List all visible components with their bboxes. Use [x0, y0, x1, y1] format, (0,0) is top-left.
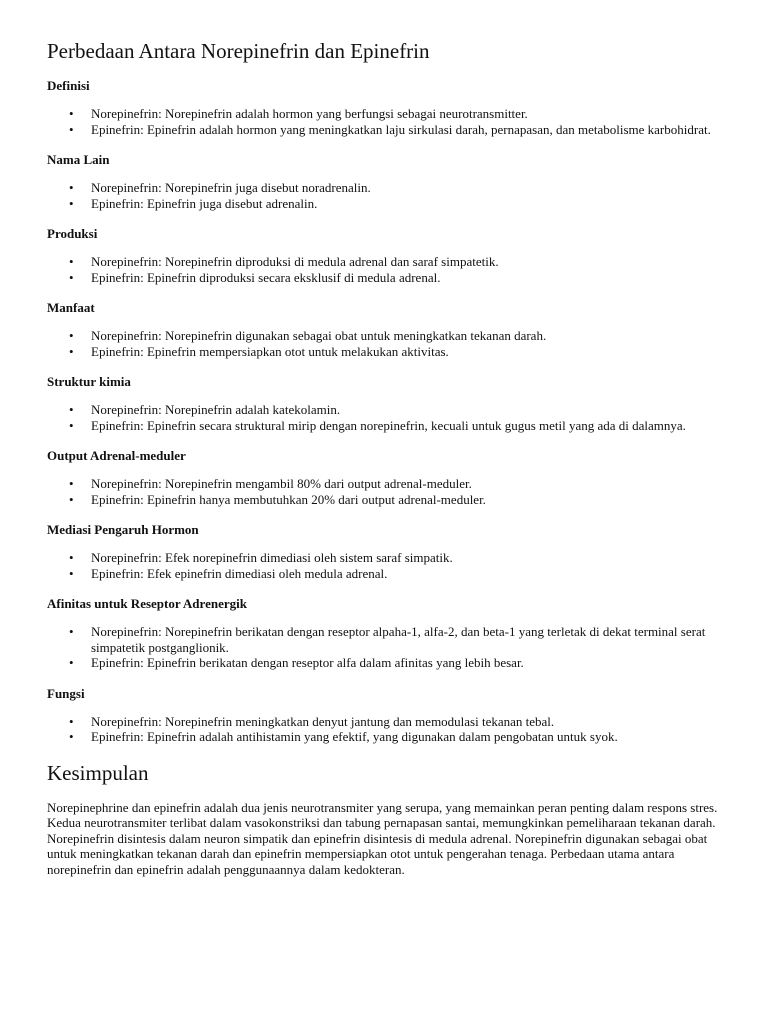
- sections-container: [47, 78, 720, 745]
- section-list-manfaat: [47, 328, 720, 359]
- list-item: • Epinefrin: Efek epinefrin dimediasi oleh medula adrenal.: [69, 565, 388, 581]
- bullet-icon: •: [69, 328, 74, 343]
- section-list-produksi: [47, 254, 720, 285]
- section-list-definisi: [47, 106, 720, 137]
- list-item: • Epinefrin: Epinefrin mempersiapkan otot untuk melakukan aktivitas.: [69, 343, 449, 359]
- list-item: • Norepinefrin: Norepinefrin adalah hormon yang berfungsi sebagai neurotransmitter.: [69, 106, 528, 121]
- list-item: • Epinefrin: Epinefrin diproduksi secara eksklusif di medula adrenal.: [69, 269, 441, 285]
- section-heading-mediasi: Mediasi Pengaruh Hormon: [47, 522, 199, 537]
- list-item: • Norepinefrin: Norepinefrin digunakan sebagai obat untuk meningkatkan tekanan darah.: [69, 328, 547, 343]
- bullet-icon: •: [69, 550, 74, 565]
- section-list-nama-lain: [47, 180, 720, 211]
- list-item: • Epinefrin: Epinefrin hanya membutuhkan 20% dari output adrenal-meduler.: [69, 491, 486, 507]
- section-list-fungsi: [47, 714, 720, 745]
- bullet-icon: •: [69, 476, 74, 491]
- section-heading-struktur-kimia: Struktur kimia: [47, 374, 131, 389]
- list-item: • Norepinefrin: Norepinefrin diproduksi di medula adrenal dan saraf simpatetik.: [69, 254, 499, 269]
- bullet-icon: •: [69, 269, 74, 285]
- conclusion-paragraph: Norepinephrine dan epinefrin adalah dua jenis neurotransmiter yang serupa, yang memainkan peran penting dalam respons stres. Kedua neurotransmiter terlibat dalam vasokonstriksi dan tabung pernapasan santai, memungkinkan pemeliharaan tekanan darah. Norepinefrin disintesis dalam neuron simpatik dan epinefrin disintesis di medula adrenal. Norepinefrin digunakan sebagai obat untuk meningkatkan tekanan darah dan epinefrin mempersiapkan otot untuk pengerahan tenaga. Perbedaan utama antara norepinefrin dan epinefrin adalah penggunaannya dalam kedokteran.: [47, 799, 718, 877]
- section-list-afinitas: [47, 624, 720, 671]
- section-heading-produksi: Produksi: [47, 226, 98, 241]
- section-list-mediasi: [47, 550, 720, 581]
- bullet-icon: •: [69, 180, 74, 195]
- bullet-icon: •: [69, 254, 74, 269]
- bullet-icon: •: [69, 729, 74, 744]
- list-item: • Norepinefrin: Norepinefrin juga disebut noradrenalin.: [69, 180, 371, 195]
- list-item: • Norepinefrin: Efek norepinefrin dimediasi oleh sistem saraf simpatik.: [69, 550, 453, 565]
- list-item: • Epinefrin: Epinefrin adalah antihistamin yang efektif, yang digunakan dalam pengobatan untuk syok.: [69, 729, 618, 744]
- bullet-icon: •: [69, 106, 74, 121]
- section-heading-afinitas: Afinitas untuk Reseptor Adrenergik: [47, 596, 247, 611]
- bullet-icon: •: [69, 195, 74, 211]
- bullet-icon: •: [69, 417, 74, 433]
- bullet-icon: •: [69, 343, 74, 359]
- document-title: Perbedaan Antara Norepinefrin dan Epinefrin: [47, 39, 430, 63]
- bullet-icon: •: [69, 624, 74, 639]
- list-item: • Epinefrin: Epinefrin berikatan dengan reseptor alfa dalam afinitas yang lebih besar.: [69, 655, 524, 670]
- bullet-icon: •: [69, 491, 74, 507]
- bullet-icon: •: [69, 402, 74, 417]
- section-heading-fungsi: Fungsi: [47, 685, 85, 701]
- list-item: • Norepinefrin: Norepinefrin meningkatkan denyut jantung dan memodulasi tekanan tebal.: [69, 713, 555, 729]
- bullet-icon: •: [69, 121, 74, 137]
- section-heading-nama-lain: Nama Lain: [47, 152, 110, 167]
- list-item: • Norepinefrin: Norepinefrin adalah katekolamin.: [69, 402, 341, 417]
- list-item: • Epinefrin: Epinefrin adalah hormon yang meningkatkan laju sirkulasi darah, pernapasan, dan metabolisme karbohidrat.: [69, 121, 711, 137]
- list-item: • Norepinefrin: Norepinefrin mengambil 80% dari output adrenal-meduler.: [69, 476, 472, 491]
- section-list-output-adrenal-meduler: [47, 476, 720, 507]
- list-item: • Epinefrin: Epinefrin juga disebut adrenalin.: [69, 195, 318, 211]
- list-item: • Epinefrin: Epinefrin secara struktural mirip dengan norepinefrin, kecuali untuk gugus metil yang ada di dalamnya.: [69, 417, 686, 433]
- section-heading-definisi: Definisi: [47, 78, 90, 93]
- section-list-struktur-kimia: [47, 402, 720, 433]
- conclusion-heading: Kesimpulan: [47, 760, 149, 785]
- bullet-icon: •: [69, 655, 74, 670]
- bullet-icon: •: [69, 713, 74, 729]
- list-item: • Norepinefrin: Norepinefrin berikatan dengan reseptor alpaha-1, alfa-2, dan beta-1 yang terletak di dekat terminal serat simpatetik postganglionik.: [69, 624, 706, 655]
- bullet-icon: •: [69, 565, 74, 581]
- section-heading-manfaat: Manfaat: [47, 300, 95, 315]
- section-heading-output-adrenal-meduler: Output Adrenal-meduler: [47, 448, 186, 463]
